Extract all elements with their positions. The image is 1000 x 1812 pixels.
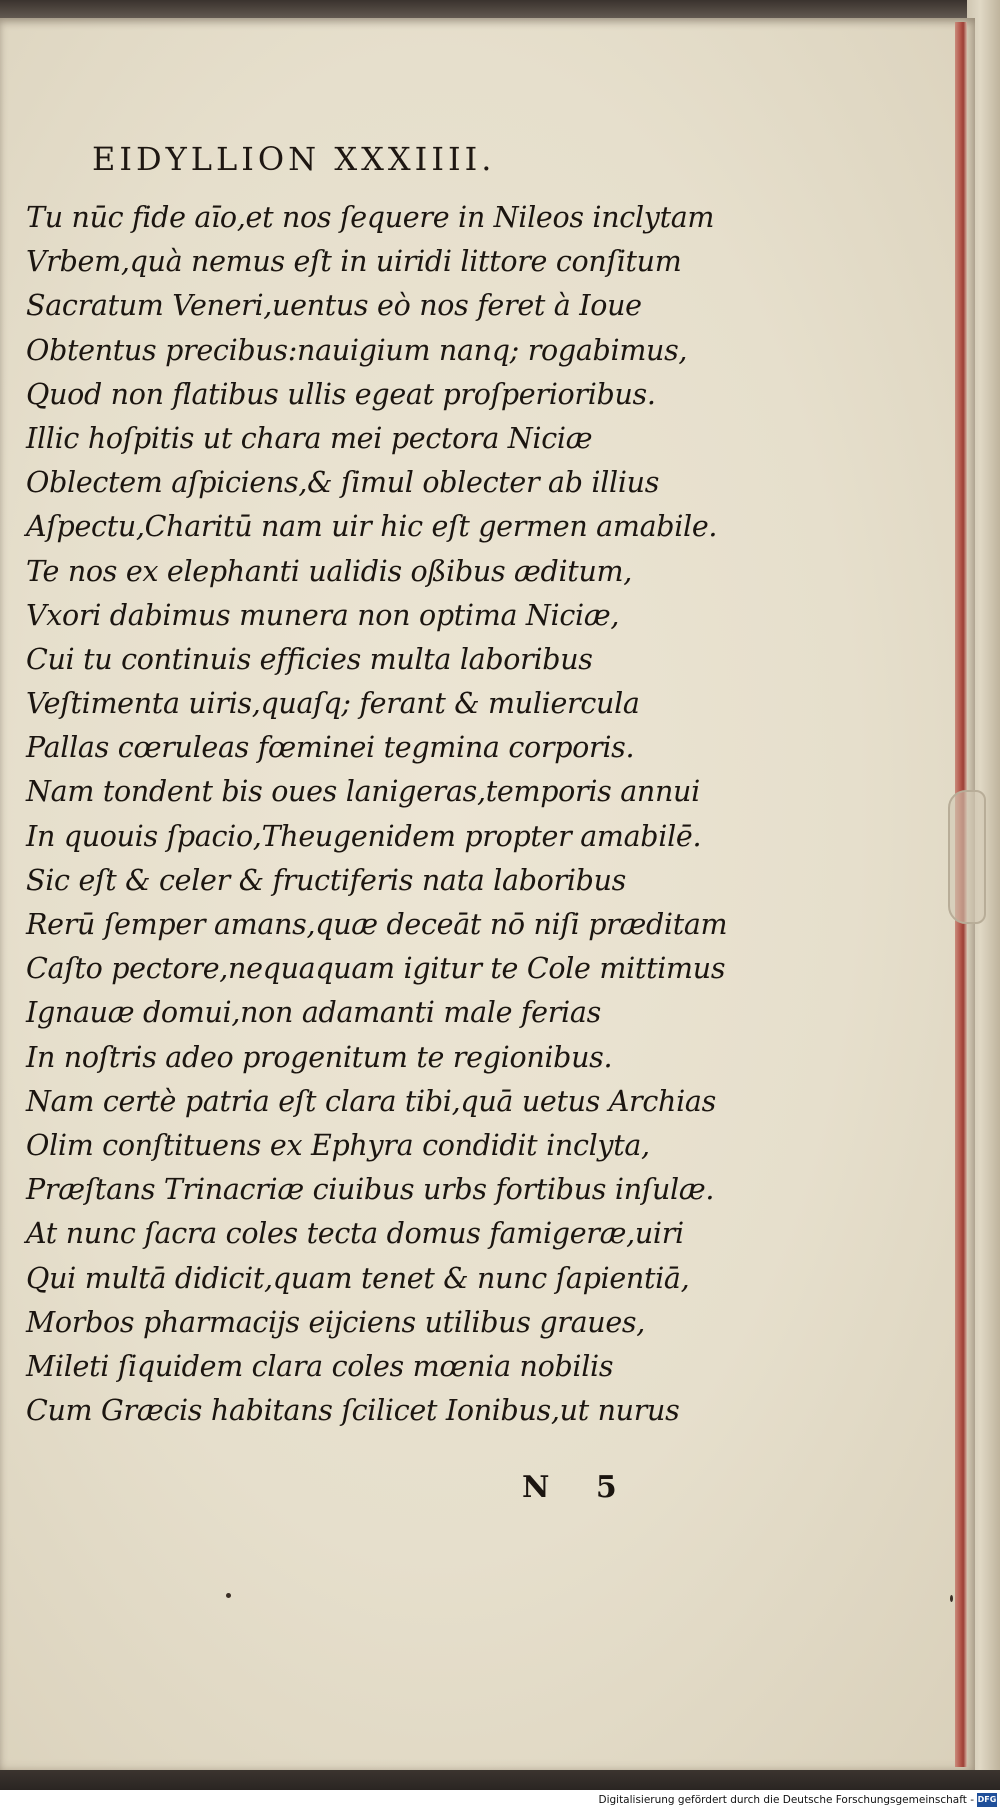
text-line: Sacratum Veneri,uentus eò nos feret à Ioue: [26, 289, 642, 323]
text-line: Nam tondent bis oues lanigeras,temporis annui: [26, 775, 700, 809]
text-line: Veſtimenta uiris,quaſq; ferant & muliercula: [26, 687, 640, 721]
text-line: Tu nūc fide aīo,et nos ſequere in Nileos inclytam: [26, 201, 715, 234]
text-line: In noſtris adeo progenitum te regionibus.: [26, 1040, 613, 1074]
text-line: Illic hoſpitis ut chara mei pectora Niciæ: [26, 421, 593, 455]
text-line: Vrbem,quà nemus eſt in uiridi littore conſitum: [26, 245, 682, 279]
text-line: Cui tu continuis efficies multa laboribus: [26, 642, 593, 676]
text-line: Cum Græcis habitans ſcilicet Ionibus,ut nurus: [26, 1394, 680, 1428]
text-line: Qui multā didicit,quam tenet & nunc ſapientiā,: [26, 1261, 690, 1295]
text-line: Vxori dabimus munera non optima Niciæ,: [26, 598, 620, 632]
text-line: Præſtans Trinacriæ ciuibus urbs fortibus inſulæ.: [26, 1173, 715, 1207]
text-line: Obtentus precibus:nauigium nanq; rogabimus,: [26, 333, 688, 367]
text-line: Quod non flatibus ullis egeat proſperioribus.: [26, 377, 656, 411]
text-line: Caſto pectore,nequaquam igitur te Cole mittimus: [26, 952, 726, 986]
text-line: Nam certè patria eſt clara tibi,quā uetus Archias: [26, 1084, 716, 1118]
text-line: Ignauæ domui,non adamanti male ferias: [26, 996, 601, 1030]
running-head: EIDYLLION XXXIIII.: [92, 140, 496, 178]
funding-credit: Digitalisierung gefördert durch die Deutsche Forschungsgemeinschaft -: [598, 1794, 974, 1806]
signature-mark: N 5: [522, 1470, 635, 1505]
dfg-logo: DFG: [977, 1793, 997, 1807]
text-line: Mileti ſiquidem clara coles mœnia nobilis: [26, 1349, 614, 1383]
text-line: Olim conſtituens ex Ephyra condidit inclyta,: [26, 1128, 650, 1162]
text-line: Oblectem aſpiciens,& ſimul oblecter ab illius: [26, 466, 660, 500]
footer-bar: [0, 1790, 1000, 1812]
ink-speck: [950, 1595, 953, 1602]
text-line: At nunc ſacra coles tecta domus famigeræ,uiri: [26, 1217, 684, 1251]
text-line: Sic eſt & celer & fructiferis nata laboribus: [26, 863, 626, 897]
text-line: Morbos pharmacijs eijciens utilibus graues,: [26, 1305, 645, 1339]
ink-speck: [226, 1593, 231, 1598]
text-line: Pallas cœruleas fœminei tegmina corporis.: [26, 731, 635, 765]
text-line: Rerū ſemper amans,quæ deceāt nō niſi præditam: [26, 908, 728, 941]
text-line: In quouis ſpacio,Theugenidem propter amabilē.: [26, 819, 702, 853]
text-line: Te nos ex elephanti ualidis oßibus æditum,: [26, 554, 632, 588]
poem-text-block: [26, 196, 926, 1433]
text-line: Aſpectu,Charitū nam uir hic eſt germen amabile.: [26, 510, 718, 544]
scan-background-bottom: [0, 1770, 1000, 1790]
page-clip: [948, 790, 986, 924]
